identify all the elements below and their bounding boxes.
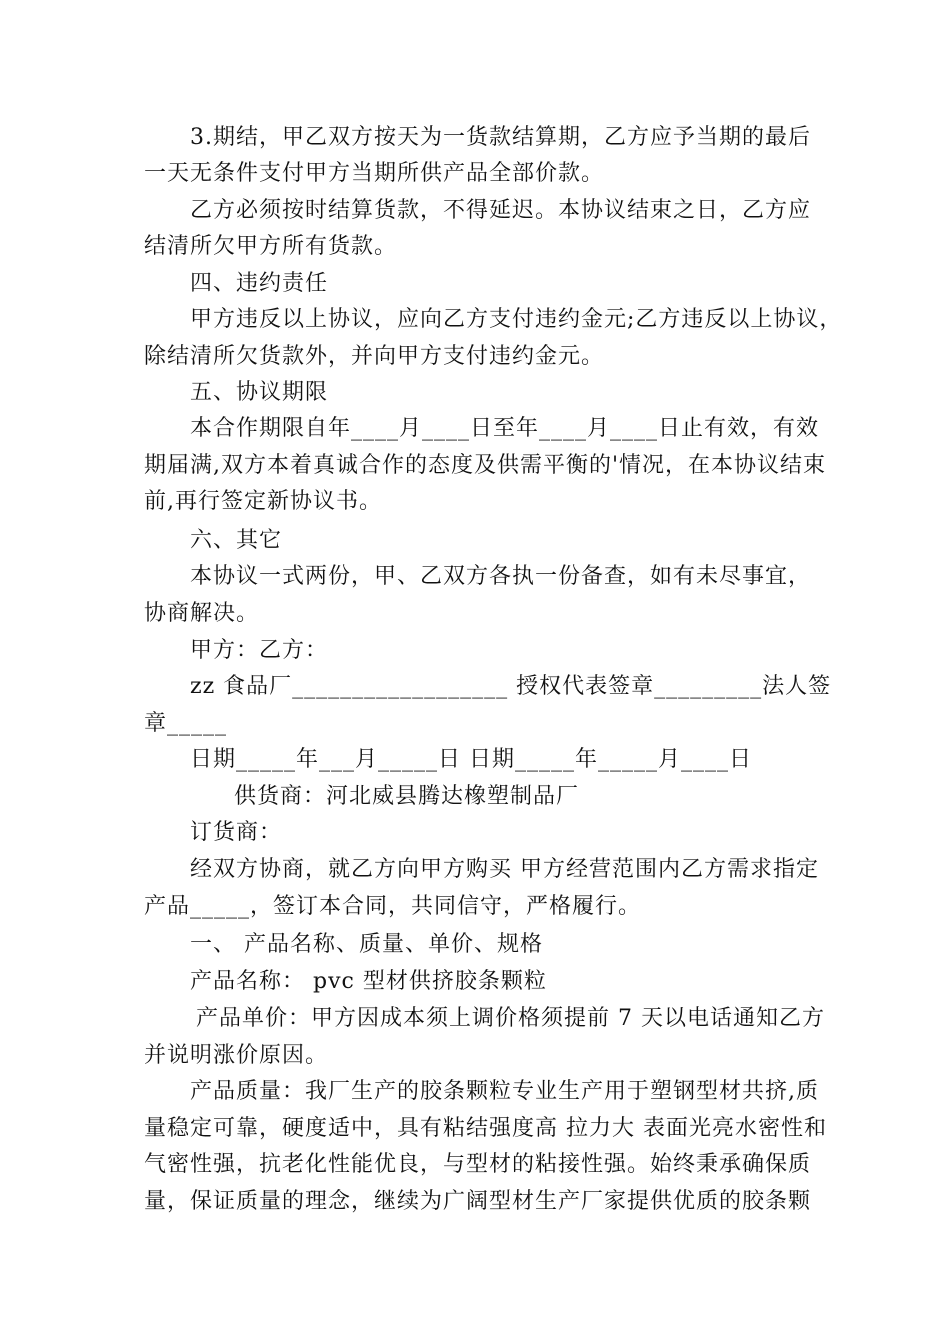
product-name-line: 产品名称： pvc 型材供挤胶条颗粒	[190, 969, 547, 994]
paragraph-breach-line-2: 除结清所欠货款外，并向甲方支付违约金元。	[144, 344, 605, 369]
paragraph-payment-line-2: 结清所欠甲方所有货款。	[144, 234, 398, 259]
paragraph-payment-line-1: 乙方必须按时结算货款，不得延迟。本协议结束之日，乙方应	[190, 198, 812, 223]
date-line: 日期_____年___月_____日 日期_____年_____月____日	[190, 747, 752, 772]
signature-line-1: zz 食品厂__________________ 授权代表签章_________法人签	[190, 674, 832, 699]
supplier-line: 供货商：河北威县腾达橡塑制品厂	[234, 784, 580, 809]
paragraph-other-line-1: 本协议一式两份，甲、乙双方各执一份备查，如有未尽事宜，	[190, 564, 812, 589]
product-quality-line-4: 量，保证质量的理念，继续为广阔型材生产厂家提供优质的胶条颗	[144, 1189, 812, 1214]
paragraph-agreement-line-1: 经双方协商，就乙方向甲方购买 甲方经营范围内乙方需求指定	[190, 857, 819, 882]
section-heading-other: 六、其它	[190, 528, 283, 553]
paragraph-agreement-line-2: 产品_____，签订本合同，共同信守，严格履行。	[144, 894, 642, 919]
product-quality-line-2: 量稳定可靠，硬度适中，具有粘结强度高 拉力大 表面光亮水密性和	[144, 1116, 827, 1141]
signature-line-2: 章_____	[144, 711, 228, 736]
paragraph-settlement-line-1: 3.期结，甲乙双方按天为一货款结算期，乙方应予当期的最后	[190, 125, 811, 150]
section-heading-product: 一、 产品名称、质量、单价、规格	[190, 932, 543, 957]
paragraph-term-line-1: 本合作期限自年____月____日至年____月____日止有效，有效	[190, 416, 820, 441]
section-heading-term: 五、协议期限	[190, 380, 329, 405]
paragraph-settlement-line-2: 一天无条件支付甲方当期所供产品全部价款。	[144, 161, 605, 186]
paragraph-term-line-3: 前,再行签定新协议书。	[144, 489, 382, 514]
section-heading-breach: 四、违约责任	[190, 271, 329, 296]
paragraph-term-line-2: 期届满,双方本着真诚合作的态度及供需平衡的'情况，在本协议结束	[144, 453, 827, 478]
buyer-line: 订货商：	[190, 820, 283, 845]
product-quality-line-1: 产品质量：我厂生产的胶条颗粒专业生产用于塑钢型材共挤,质	[190, 1079, 819, 1104]
product-price-line-2: 并说明涨价原因。	[144, 1043, 329, 1068]
product-quality-line-3: 气密性强，抗老化性能优良，与型材的粘接性强。始终秉承确保质	[144, 1152, 812, 1177]
product-price-line-1: 产品单价：甲方因成本须上调价格须提前 7 天以电话通知乙方	[196, 1006, 825, 1031]
paragraph-breach-line-1: 甲方违反以上协议，应向乙方支付违约金元;乙方违反以上协议，	[190, 307, 843, 332]
paragraph-other-line-2: 协商解决。	[144, 601, 260, 626]
parties-label: 甲方：乙方：	[190, 638, 329, 663]
